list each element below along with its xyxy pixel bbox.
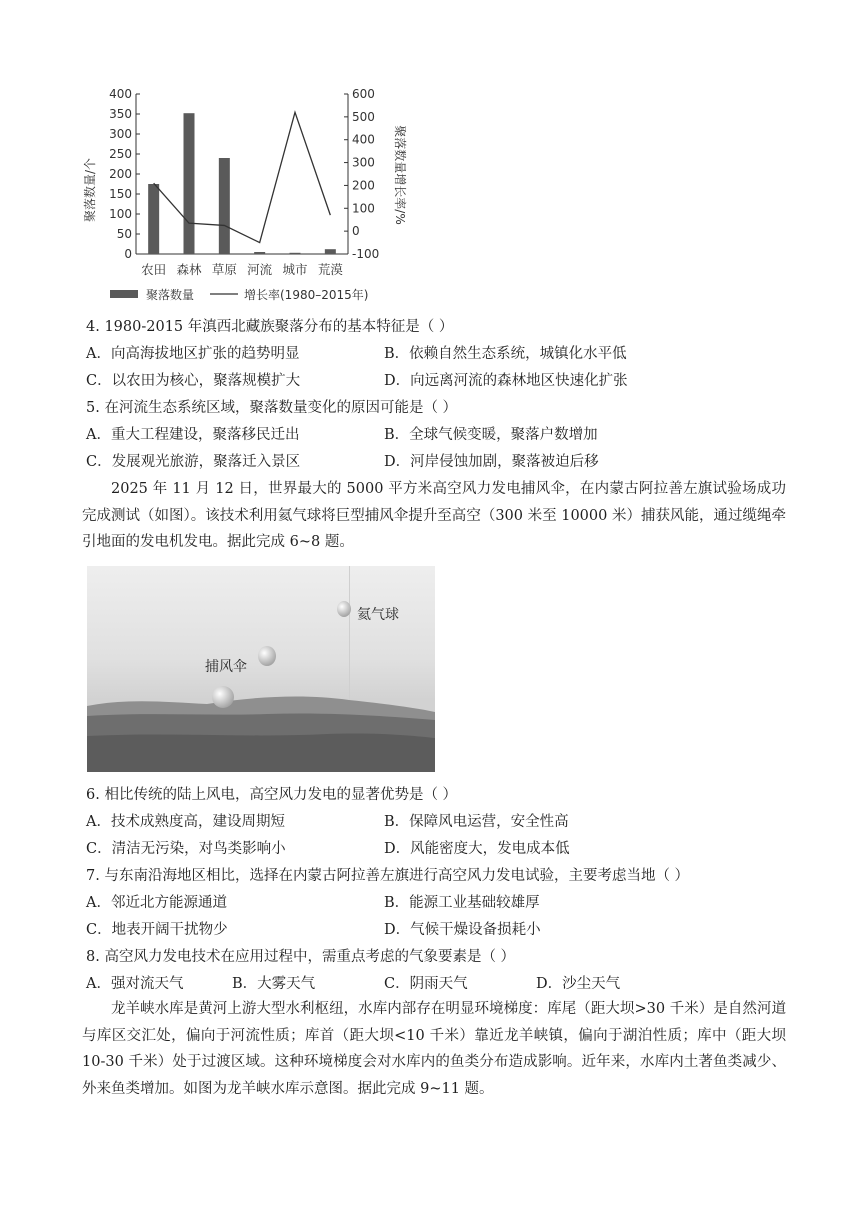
q5-option-d: D．河岸侵蚀加剧，聚落被迫后移	[384, 454, 599, 470]
q6-option-a: A．技术成熟度高，建设周期短	[86, 814, 285, 830]
umbrella-lower-icon	[212, 686, 234, 708]
legend-bar-swatch	[110, 290, 138, 298]
y-tick-label: 100	[109, 207, 132, 221]
q6-option-b: B．保障风电运营，安全性高	[384, 814, 569, 830]
chart-plot-area	[109, 87, 379, 277]
helium-balloon-icon	[337, 601, 351, 617]
y-tick-label: 400	[109, 87, 132, 101]
intro-questions-6-8: 2025 年 11 月 12 日，世界最大的 5000 平方米高空风力发电捕风伞，在内蒙古阿拉善左旗试验场成功完成测试（如图）。该技术利用氦气球将巨型捕风伞提升至高空（300 米至 10000 米）捕获风能，通过缆绳牵引地面的发电机发电。据此完成 6~8 题。	[82, 481, 786, 550]
y-tick-label: 250	[109, 147, 132, 161]
q4-option-d: D．向远离河流的森林地区快速化扩张	[384, 373, 628, 389]
y-tick-label: 150	[109, 187, 132, 201]
y2-tick-label: 600	[352, 87, 375, 101]
x-category-label: 草原	[211, 262, 237, 277]
bar-5	[325, 249, 336, 254]
label-helium-balloon: 氦气球	[357, 607, 399, 623]
q8-option-b: B．大雾天气	[232, 976, 316, 992]
q8-option-c: C．阴雨天气	[384, 976, 468, 992]
y-axis-label: 聚落数量/个	[83, 157, 97, 223]
q7-option-c: C．地表开阔干扰物少	[86, 922, 228, 938]
q6-option-d: D．风能密度大，发电成本低	[384, 841, 570, 857]
x-category-label: 荒漠	[317, 262, 343, 277]
desert-landscape	[87, 566, 435, 772]
q7-option-d: D．气候干燥设备损耗小	[384, 922, 541, 938]
x-category-label: 森林	[176, 262, 202, 277]
q4-stem: 4. 1980-2015 年滇西北藏族聚落分布的基本特征是（ ）	[86, 319, 454, 335]
y-tick-label: 0	[124, 247, 132, 261]
bar-1	[184, 113, 195, 254]
y-tick-label: 350	[109, 107, 132, 121]
bar-3	[254, 252, 265, 254]
q7-option-a: A．邻近北方能源通道	[86, 895, 227, 911]
q8-option-a: A．强对流天气	[86, 976, 184, 992]
q7-stem: 7. 与东南沿海地区相比，选择在内蒙古阿拉善左旗进行高空风力发电试验，主要考虑当地（ ）	[86, 868, 690, 884]
y2-tick-label: 500	[352, 109, 375, 124]
q8-stem: 8. 高空风力发电技术在应用过程中，需重点考虑的气象要素是（ ）	[86, 949, 516, 965]
y-tick-label: 50	[116, 227, 132, 241]
q8-option-d: D．沙尘天气	[536, 976, 621, 992]
x-category-label: 农田	[141, 262, 167, 277]
y2-tick-label: -100	[352, 247, 380, 261]
legend-bar-label: 聚落数量	[146, 288, 195, 302]
q5-option-c: C．发展观光旅游，聚落迁入景区	[86, 454, 301, 470]
q4-option-b: B．依赖自然生态系统，城镇化水平低	[384, 346, 627, 362]
x-category-label: 城市	[282, 262, 308, 277]
wind-umbrella-photo	[87, 566, 435, 772]
growth-rate-line	[154, 112, 331, 242]
y2-tick-label: 400	[352, 132, 375, 147]
bar-0	[148, 184, 159, 254]
q4-option-a: A．向高海拔地区扩张的趋势明显	[86, 346, 300, 362]
y2-tick-label: 300	[352, 155, 375, 170]
q4-option-c: C．以农田为核心，聚落规模扩大	[86, 373, 301, 389]
bar-4	[290, 253, 301, 254]
y-tick-label: 200	[109, 167, 132, 181]
q5-option-b: B．全球气候变暖，聚落户数增加	[384, 427, 598, 443]
y-tick-label: 300	[109, 127, 132, 141]
y2-tick-label: 200	[352, 178, 375, 193]
label-wind-umbrella: 捕风伞	[205, 659, 247, 675]
y2-tick-label: 0	[352, 224, 360, 239]
intro-questions-9-11: 龙羊峡水库是黄河上游大型水利枢纽，水库内部存在明显环境梯度：库尾（距大坝>30 千米）是自然河道与库区交汇处，偏向于河流性质；库首（距大坝<10 千米）靠近龙羊峡镇，偏向于湖泊性质；库中（距大坝 10-30 千米）处于过渡区域。这种环境梯度会对水库内的鱼类分布造成影响。近年来，水库内土著鱼类减少、外来鱼类增加。如图为龙羊峡水库示意图。据此完成 9~11 题。	[82, 1001, 786, 1097]
y2-tick-label: 100	[352, 201, 375, 216]
q5-stem: 5. 在河流生态系统区域，聚落数量变化的原因可能是（ ）	[86, 400, 458, 416]
legend-line-label: 增长率(1980–2015年)	[244, 288, 369, 302]
q6-option-c: C．清洁无污染，对鸟类影响小	[86, 841, 286, 857]
y2-axis-label: 聚落数量增长率/%	[393, 125, 407, 225]
q6-stem: 6. 相比传统的陆上风电，高空风力发电的显著优势是（ ）	[86, 787, 458, 803]
q7-option-b: B．能源工业基础较雄厚	[384, 895, 540, 911]
x-category-label: 河流	[247, 262, 273, 277]
umbrella-upper-icon	[258, 646, 276, 666]
settlement-chart	[78, 80, 408, 308]
q5-option-a: A．重大工程建设，聚落移民迁出	[86, 427, 300, 443]
bar-2	[219, 158, 230, 254]
